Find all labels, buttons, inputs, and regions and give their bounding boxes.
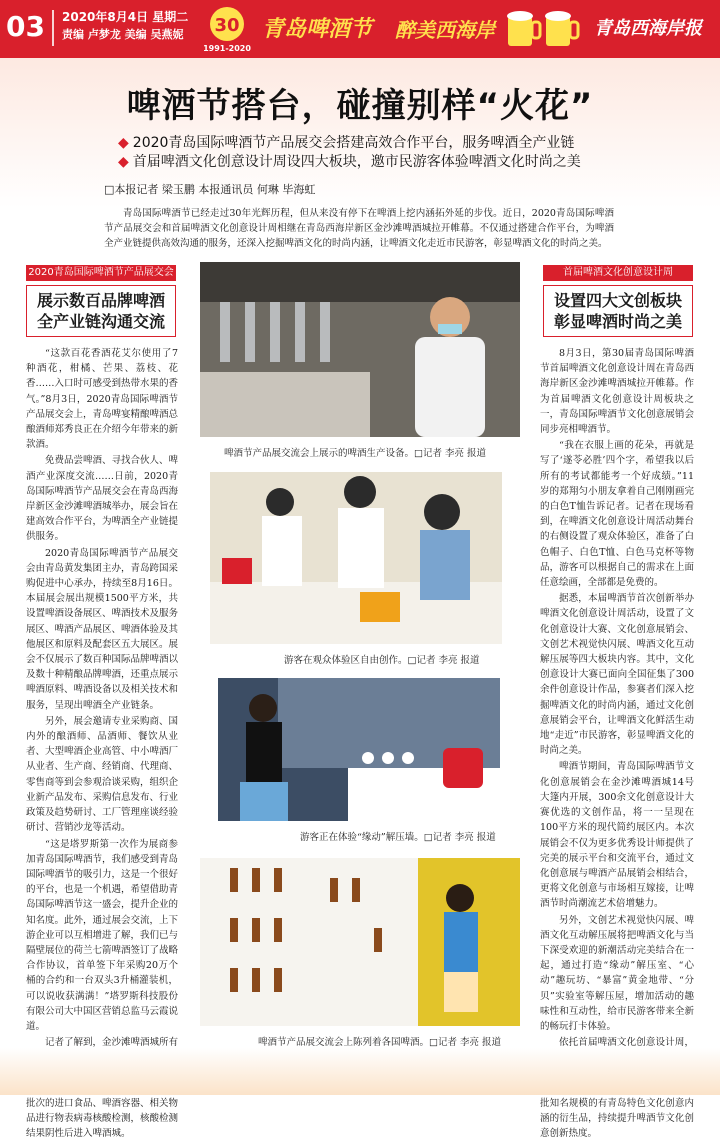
paragraph: “这款百花香酒花艾尔使用了7种酒花，柑橘、芒果、荔枝、花香……入口时可感受到热带水果的香气。”8月3日，2020青岛国际啤酒节产品展交会上，青岛啤宴精酿啤酒总酿酒师郑秀良正在介绍今年带来的新款酒。 (26, 348, 179, 451)
byline: □本报记者 梁玉鹏 本报通讯员 何琳 毕海虹 (104, 183, 316, 196)
paragraph: 2020青岛国际啤酒节产品展交会由青岛黄发集团主办，青岛跨国采购促进中心承办，持续至8月16日。本届展会展出规模1500平方米，共设置啤酒设备展区、啤酒技术及服务展区、啤酒产品展区、啤酒体验及其他展区和原料及配套区五大展区。展会不仅展示了数百种国际品牌啤酒以及数十种精酿品牌啤酒，还重点展示啤酒原料、啤酒设备以及相关技术和服务，呈现出啤酒全产业链条。 (26, 547, 179, 711)
section-tag-left: 2020青岛国际啤酒节产品展交会 (26, 265, 176, 281)
section-title-line: 设置四大文创板块 (553, 291, 682, 310)
section-title-left (26, 285, 176, 337)
editors: 责编 卢梦龙 美编 吴燕妮 (62, 28, 184, 41)
section-title-line: 全产业链沟通交流 (36, 312, 165, 331)
photo-caption: 游客正在体验“缘动”解压墙。□记者 李亮 报道 (300, 832, 496, 843)
left-column-text (26, 346, 179, 1140)
paragraph: “我在衣服上画的花朵，再就是写了‘遂苓必胜’四个字，希望我以后所有的考试都能考一个好成绩。”11岁的郑翔匀小朋友拿着自己刚刚画完的白色T恤告诉记者。记者在现场看到，在啤酒文化创意设计周活动舞台的右侧设置了观众体验区，准备了白色帽子、白色T恤、白色马克杯等物品，游客可以根据自己的需求在上面任意绘画，全部都是免费的。 (540, 440, 694, 589)
subheadline-2 (118, 151, 581, 171)
photo-pressure-wall (218, 678, 500, 821)
paragraph: 据悉，本届啤酒节首次创新举办啤酒文化创意设计周活动，设置了文化创意设计大赛、文化创意展销会、文创艺术视觉快闪展、啤酒文化互动解压展等四大板块内容。其中，文化创意设计大赛已面向全国征集了300余件创意设计作品，参赛者们深入挖掘啤酒文化的时尚内涵，通过文化创意展销会平台，让啤酒文化鲜活生动地“走近”市民游客，彰显啤酒文化的时尚之美。 (540, 593, 694, 757)
subheadline-1 (118, 132, 574, 152)
photo-caption: 游客在观众体验区自由创作。□记者 李亮 报道 (284, 655, 480, 666)
diamond-icon: ◆ (118, 154, 129, 170)
paragraph: “这是塔罗斯第一次作为展商参加青岛国际啤酒节，我们感受到青岛国际啤酒节的吸引力，这是一个很好的平台，也是一个机遇，希望借助青岛国际啤酒节这一盛会，提升企业的知名度。此外，通过展会交流，上下游企业可以互相增进了解，我们已与隔壁展位的荷兰七箭啤酒签订了战略合作协议，首单签下年采购20万个桶的合约和一台双头3升桶灌装机，可以说收获满满！”塔罗斯科技股份有限公司大中国区营销总监马云霞说道。 (26, 838, 179, 1032)
paragraph: 免费品尝啤酒、寻找合伙人、啤酒产业深度交流……日前，2020青岛国际啤酒节产品展交会在青岛西海岸新区金沙滩啤酒城举办，展会旨在建高效合作平台，为啤酒全产业链提供服务。 (26, 455, 179, 543)
section-title-line: 展示数百品牌啤酒 (36, 291, 165, 310)
festival-slogan: 醉美西海岸 (395, 18, 495, 42)
paragraph: 8月3日，第30届青岛国际啤酒节首届啤酒文化创意设计周在青岛西海岸新区金沙滩啤酒城拉开帷幕。作为首届啤酒文化创意设计周板块之一，青岛国际啤酒节文化创意展销会同步亮相啤酒节。 (540, 348, 694, 436)
newspaper-name: 青岛西海岸报 (594, 18, 702, 39)
beer-mugs-icon (500, 6, 584, 52)
page-number: 03 (6, 10, 45, 43)
divider (52, 10, 54, 46)
photo-caption: 啤酒节产品展交流会上展示的啤酒生产设备。□记者 李亮 报道 (224, 448, 487, 459)
section-title-line: 彰显啤酒时尚之美 (553, 312, 682, 331)
section-title-right (543, 285, 693, 337)
photo-visitors-painting (210, 472, 502, 644)
paragraph: 记者了解到，金沙滩啤酒城所有 批次的进口食品、啤酒容器、相关物品进行物表病毒核酸检测，核酸检测结果阴性后进入啤酒城。 (26, 1037, 179, 1140)
diamond-icon: ◆ (118, 135, 129, 151)
subheadline-text: 首届啤酒文化创意设计周设四大板块，邀市民游客体验啤酒文化时尚之美 (132, 154, 581, 170)
photo-beer-equipment (200, 262, 520, 437)
subheadline-text: 2020青岛国际啤酒节产品展交会搭建高效合作平台，服务啤酒全产业链 (132, 135, 575, 151)
paragraph: 依托首届啤酒文化创意设计周， 批知名规模的有青岛特色文化创意内涵的衍生品，持续提升啤酒节文化创意创新热度。 (540, 1037, 694, 1140)
festival-title: 青岛啤酒节 (262, 17, 373, 42)
svg-text:30: 30 (214, 15, 240, 36)
paragraph: 另外，文创艺术视觉快闪展、啤酒文化互动解压展将把啤酒文化与当下深受欢迎的新潮活动完美结合在一起，通过打造“缘动”解压室、“心动”趣玩坊、“暴富”黄金地带、“分贝”实验室等解压屋，增加活动的趣味性和互动性，给市民游客带来全新的畅玩打卡体验。 (540, 914, 694, 1032)
photo-caption: 啤酒节产品展交流会上陈列着各国啤酒。□记者 李亮 报道 (258, 1037, 502, 1048)
lead-paragraph: 青岛国际啤酒节已经走过30年光辉历程，但从来没有停下在啤酒上挖内涵拓外延的步伐。近日，2020青岛国际啤酒节产品展交会和首届啤酒文化创意设计周相继在青岛西海岸新区金沙滩啤酒城拉开帷幕。不仅通过搭建合作平台，为啤酒全产业链提供高效沟通的服务，还深入挖掘啤酒文化的时尚内涵，让啤酒文化走近市民游客，彰显啤酒文化的时尚之美。 (104, 208, 614, 249)
anniversary-logo (200, 4, 254, 54)
masthead (0, 0, 720, 58)
footer-decoration (0, 1048, 720, 1095)
photo-beer-display (200, 858, 520, 1026)
right-column-text (540, 346, 694, 1140)
section-tag-right: 首届啤酒文化创意设计周 (543, 265, 693, 281)
paragraph: 另外，展会邀请专业采购商、国内外的酿酒师、品酒师、餐饮从业者、大型啤酒企业高管、中小啤酒厂从业者、生产商、经销商、代理商、零售商等到会参观洽谈采购，组织企业新产品发布、采购信息发布、行业政策及趋势研讨、工厂管理座谈经验研讨、营销沙龙等活动。 (26, 715, 179, 834)
headline: 啤酒节搭台，碰撞别样“火花” (126, 86, 594, 126)
logo-years: 1991-2020 (203, 44, 251, 53)
issue-date: 2020年8月4日 星期二 (62, 10, 189, 24)
paragraph: 啤酒节期间，青岛国际啤酒节文化创意展销会在金沙滩啤酒城14号大篷内开展，300余文化创意设计大赛优选的文创作品，将一一呈现在100平方米的现代简约展区内。本次展销会不仅为更多优秀设计师提供了完美的展示平台和交流平台，通过文化创意展与啤酒产品展销会相结合，更将文化创意与市场相互嫁接，让啤酒节时尚潮流艺术倍增魅力。 (540, 761, 694, 910)
